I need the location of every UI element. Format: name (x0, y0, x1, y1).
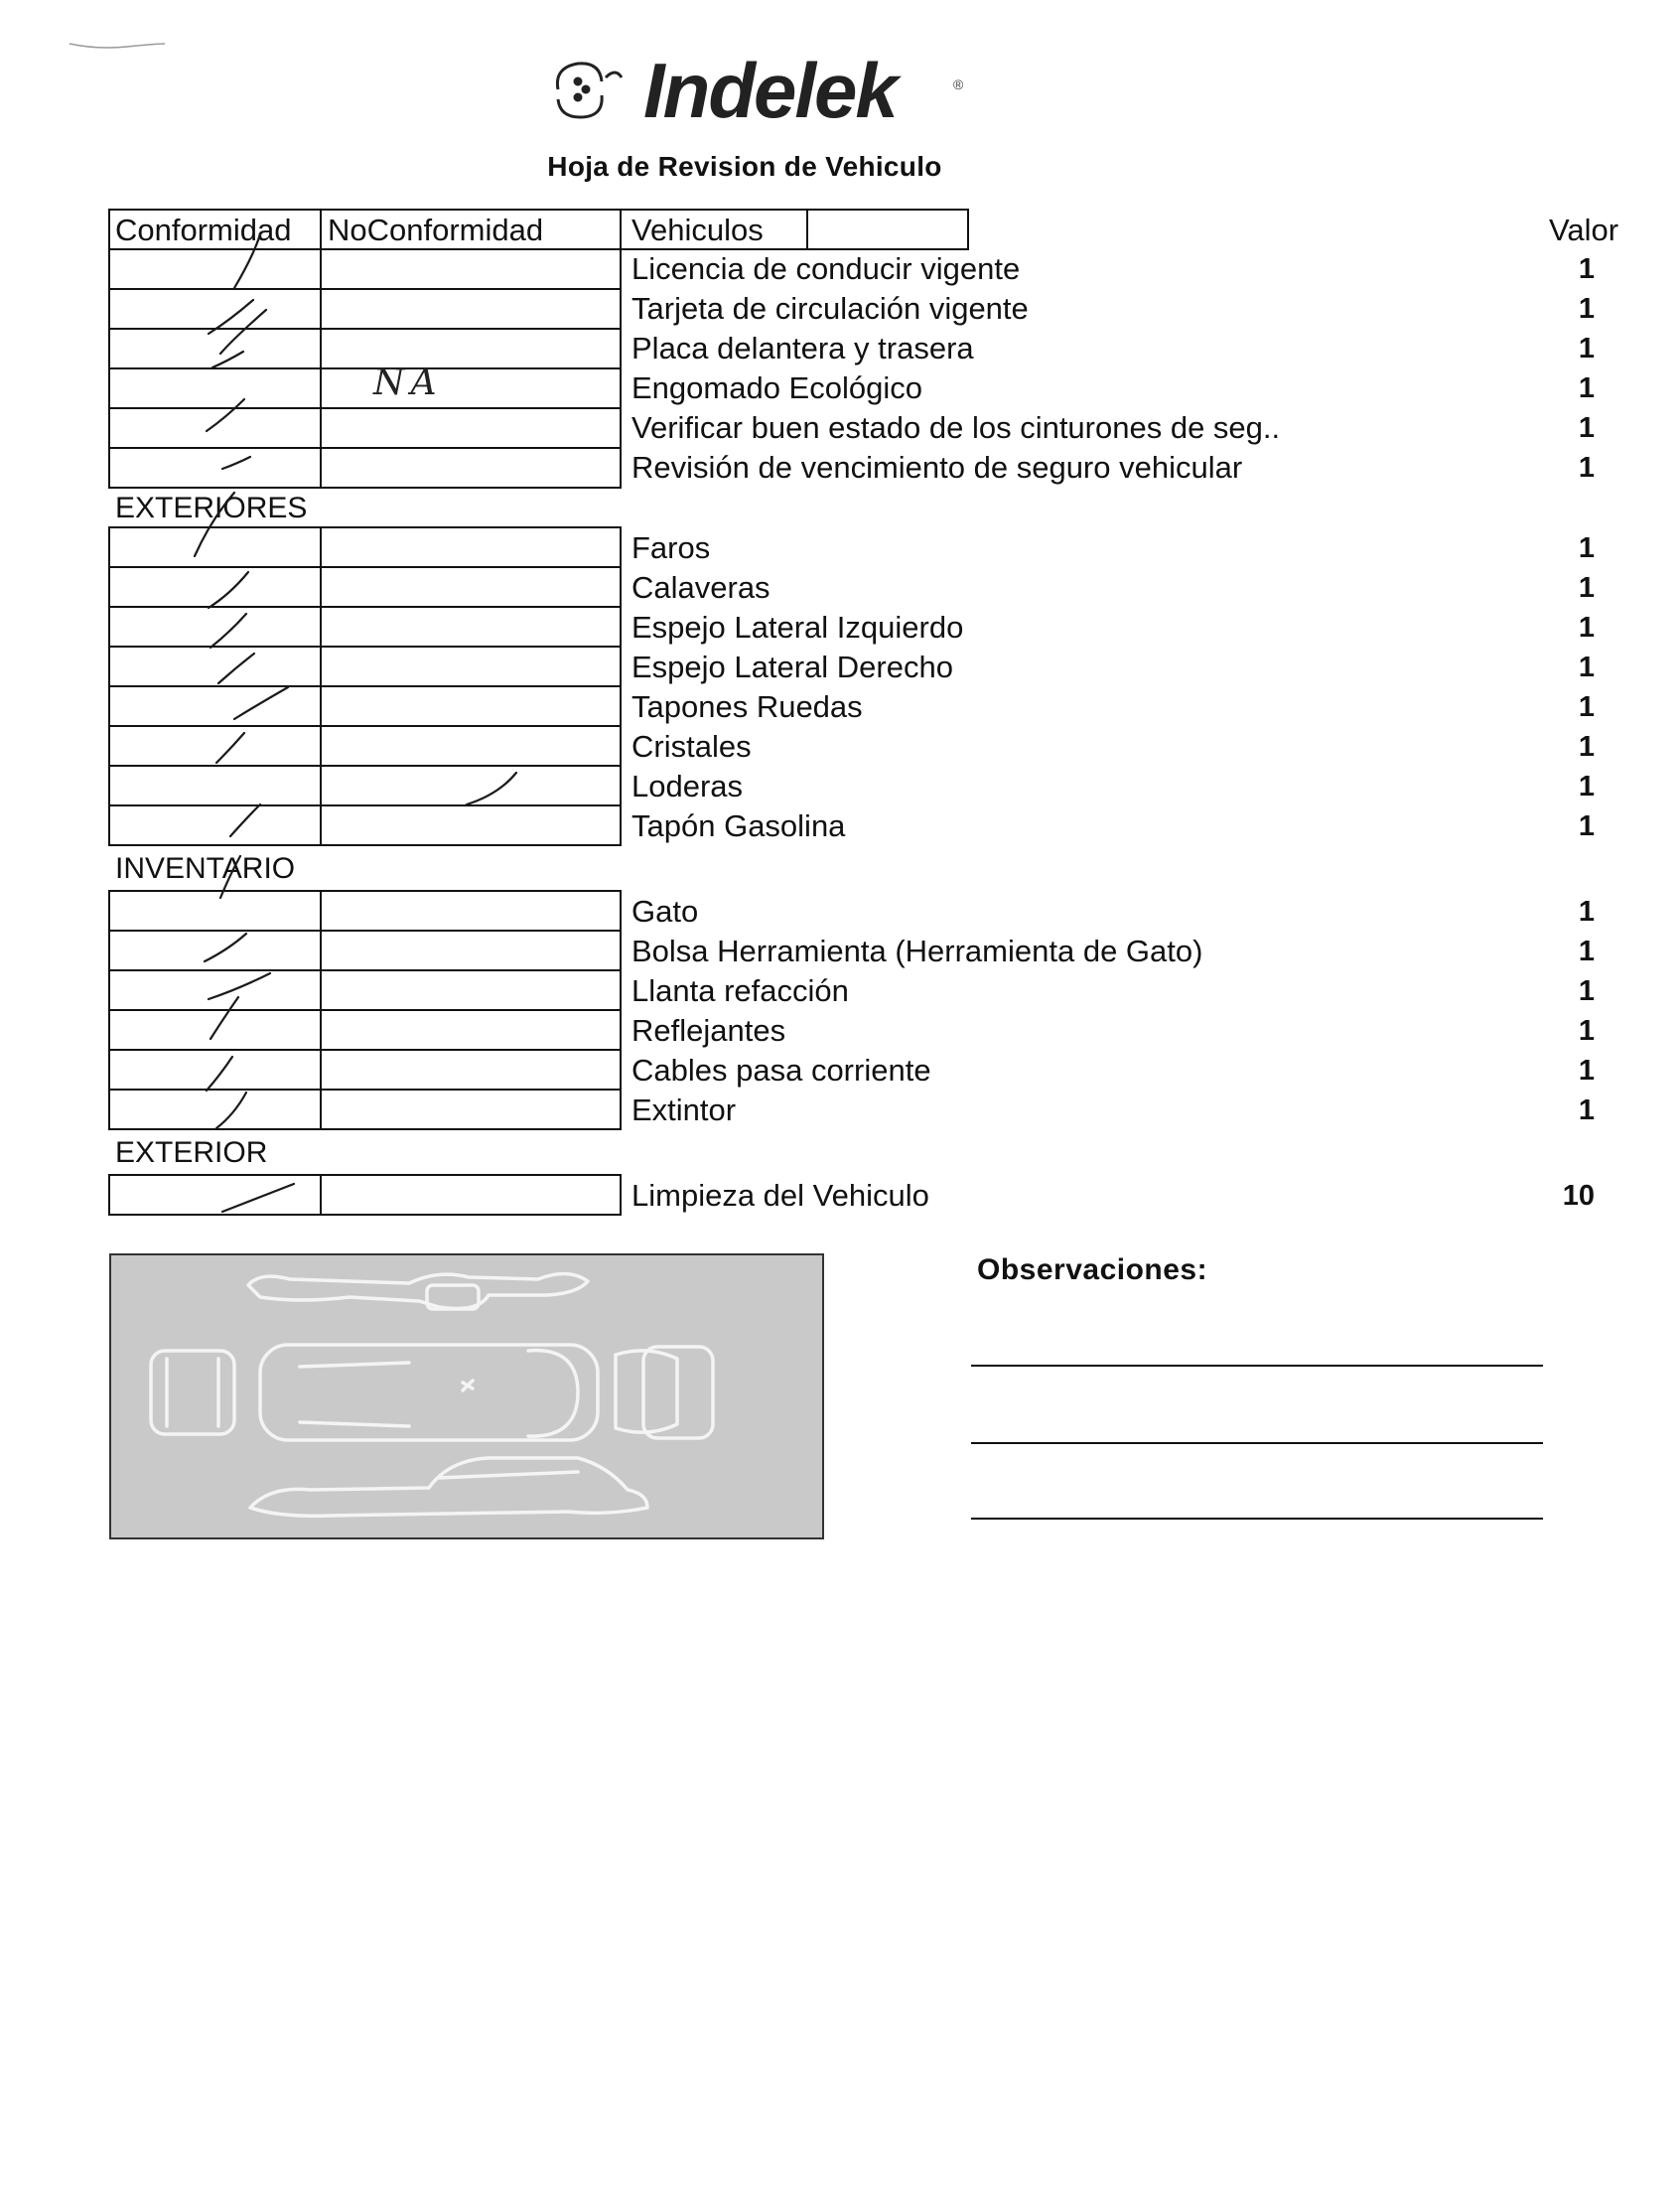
conformidad-box[interactable] (108, 367, 322, 409)
item-label: Placa delantera y trasera (631, 331, 974, 365)
item-value: 1 (1578, 731, 1595, 763)
noconformidad-box[interactable] (320, 969, 622, 1011)
conformidad-box[interactable] (108, 1049, 322, 1091)
noconformidad-box[interactable] (320, 328, 622, 369)
noconformidad-box[interactable] (320, 288, 622, 330)
item-column-border (620, 248, 622, 489)
noconformidad-box[interactable] (320, 367, 622, 409)
item-label: Loderas (631, 769, 744, 803)
conformidad-box[interactable] (108, 646, 322, 687)
item-label: Gato (631, 894, 699, 929)
section-exteriores: EXTERIORES (115, 492, 308, 524)
handwritten-na-note: NA (373, 363, 443, 403)
item-value: 1 (1578, 612, 1595, 644)
item-label: Verificar buen estado de los cinturones de seg.. (631, 410, 1281, 445)
conformidad-box[interactable] (108, 566, 322, 608)
item-value: 1 (1578, 691, 1595, 723)
noconformidad-box[interactable] (320, 407, 622, 449)
item-value: 1 (1578, 253, 1595, 285)
noconformidad-box[interactable] (320, 930, 622, 971)
conformidad-box[interactable] (108, 725, 322, 767)
observaciones-line[interactable] (971, 1365, 1543, 1367)
noconformidad-box[interactable] (320, 725, 622, 767)
item-value: 10 (1562, 1180, 1595, 1212)
conformidad-box[interactable] (108, 765, 322, 806)
scan-artifact (68, 38, 167, 52)
item-label: Faros (631, 530, 711, 565)
conformidad-box[interactable] (108, 526, 322, 568)
item-value: 1 (1578, 532, 1595, 564)
header-valor: Valor (1549, 213, 1619, 247)
item-value: 1 (1578, 1094, 1595, 1126)
conformidad-box[interactable] (108, 248, 322, 290)
item-label: Espejo Lateral Derecho (631, 650, 953, 684)
item-value: 1 (1578, 896, 1595, 928)
logo-wordmark: Indelek (643, 47, 897, 134)
conformidad-box[interactable] (108, 1089, 322, 1130)
conformidad-box[interactable] (108, 930, 322, 971)
indelek-swirl-icon (557, 64, 622, 117)
item-label: Revisión de vencimiento de seguro vehicular (631, 450, 1243, 485)
item-value: 1 (1578, 652, 1595, 683)
noconformidad-box[interactable] (320, 890, 622, 932)
noconformidad-box[interactable] (320, 566, 622, 608)
noconformidad-box[interactable] (320, 447, 622, 489)
item-label: Reflejantes (631, 1013, 786, 1048)
conformidad-box[interactable] (108, 890, 322, 932)
document-title: Hoja de Revision de Vehiculo (547, 151, 942, 182)
item-value: 1 (1578, 1055, 1595, 1087)
item-label: Cristales (631, 729, 752, 764)
conformidad-box[interactable] (108, 969, 322, 1011)
noconformidad-box[interactable] (320, 685, 622, 727)
header-vehiculos: Vehiculos (631, 213, 764, 247)
item-label: Tarjeta de circulación vigente (631, 291, 1029, 326)
observaciones-line[interactable] (971, 1442, 1543, 1444)
conformidad-box[interactable] (108, 288, 322, 330)
item-value: 1 (1578, 810, 1595, 842)
noconformidad-box[interactable] (320, 526, 622, 568)
header-vehiculos-blank-cell (806, 209, 969, 250)
header-conformidad: Conformidad (115, 213, 292, 247)
item-label: Tapón Gasolina (631, 808, 846, 843)
vehicle-outline-icon (111, 1255, 822, 1537)
noconformidad-box[interactable] (320, 1174, 622, 1216)
item-value: 1 (1578, 333, 1595, 364)
conformidad-box[interactable] (108, 685, 322, 727)
conformidad-box[interactable] (108, 1009, 322, 1051)
conformidad-box[interactable] (108, 447, 322, 489)
observaciones-line[interactable] (971, 1518, 1543, 1520)
header-noconformidad: NoConformidad (328, 213, 544, 247)
item-value: 1 (1578, 372, 1595, 404)
conformidad-box[interactable] (108, 328, 322, 369)
noconformidad-box[interactable] (320, 606, 622, 648)
item-value: 1 (1578, 771, 1595, 802)
noconformidad-box[interactable] (320, 646, 622, 687)
item-value: 1 (1578, 975, 1595, 1007)
section-inventario: INVENTARIO (115, 852, 296, 885)
item-value: 1 (1578, 293, 1595, 325)
conformidad-box[interactable] (108, 407, 322, 449)
observaciones-label: Observaciones: (977, 1253, 1208, 1286)
item-label: Engomado Ecológico (631, 370, 922, 405)
section-exterior: EXTERIOR (115, 1136, 268, 1169)
noconformidad-box[interactable] (320, 248, 622, 290)
indelek-logo (544, 38, 981, 137)
item-label: Llanta refacción (631, 973, 849, 1008)
item-label: Cables pasa corriente (631, 1053, 931, 1088)
conformidad-box[interactable] (108, 1174, 322, 1216)
item-value: 1 (1578, 1015, 1595, 1047)
item-label: Bolsa Herramienta (Herramienta de Gato) (631, 934, 1203, 968)
noconformidad-box[interactable] (320, 804, 622, 846)
conformidad-box[interactable] (108, 606, 322, 648)
registered-mark: ® (953, 76, 964, 92)
conformidad-box[interactable] (108, 804, 322, 846)
item-label: Licencia de conducir vigente (631, 251, 1021, 286)
noconformidad-box[interactable] (320, 765, 622, 806)
item-label: Extintor (631, 1093, 737, 1127)
noconformidad-box[interactable] (320, 1089, 622, 1130)
item-value: 1 (1578, 412, 1595, 444)
item-value: 1 (1578, 572, 1595, 604)
item-value: 1 (1578, 452, 1595, 484)
vehicle-diagram (109, 1253, 824, 1539)
noconformidad-box[interactable] (320, 1049, 622, 1091)
item-label: Tapones Ruedas (631, 689, 863, 724)
item-label: Calaveras (631, 570, 770, 605)
item-label: Espejo Lateral Izquierdo (631, 610, 964, 645)
item-value: 1 (1578, 936, 1595, 967)
item-label: Limpieza del Vehiculo (631, 1178, 929, 1213)
noconformidad-box[interactable] (320, 1009, 622, 1051)
